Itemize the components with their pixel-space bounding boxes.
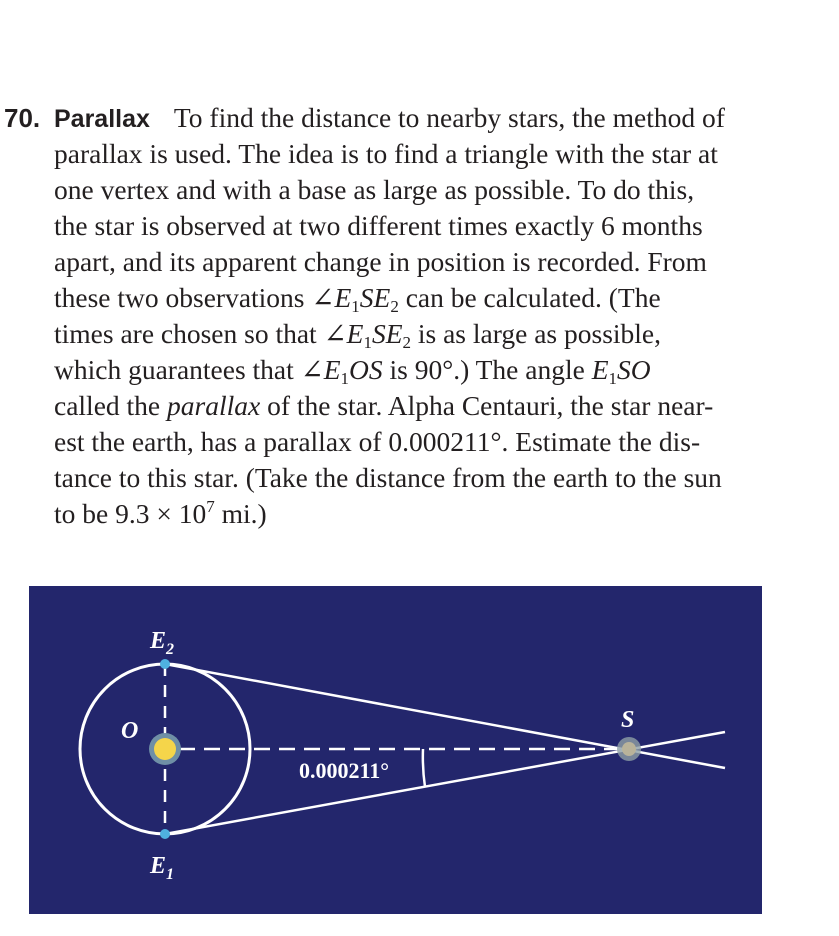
text-segment: called the (54, 390, 167, 421)
star (622, 742, 636, 756)
label-e1: $E_1$ (150, 853, 175, 883)
label-parallax-angle: 0.000211° (299, 758, 390, 783)
text-line-3: one vertex and with a base as large as possible. To do this, (54, 174, 695, 205)
text-line-9 (54, 388, 713, 424)
problem-number: 70. (4, 103, 41, 133)
text-segment: to be 9.3 × 10 (54, 498, 207, 529)
italic-term: parallax (167, 390, 261, 421)
text-line-1 (54, 100, 725, 137)
exponent: 7 (206, 497, 215, 516)
text-line-2: parallax is used. The idea is to find a triangle with the star at (54, 138, 718, 169)
text-line-4: the star is observed at two different times exactly 6 months (54, 210, 703, 241)
text-segment: mi.) (214, 498, 267, 529)
parallax-angle-arc (423, 749, 425, 787)
label-s: S (621, 707, 635, 733)
text-line-12 (54, 496, 267, 532)
sun (154, 738, 176, 760)
angle-e1se2: $\angle E_1SE_2$ (323, 318, 411, 352)
text-line-11: tance to this star. (Take the distance from the earth to the sun (54, 462, 722, 493)
label-e2: $E_2$ (150, 628, 175, 658)
earth-position-e2 (160, 659, 170, 669)
text-segment: which guarantees that (54, 354, 301, 385)
angle-e1os: $\angle E_1OS$ (300, 354, 383, 388)
text-line-10: est the earth, has a parallax of 0.000211°. Estimate the dis- (54, 426, 701, 457)
label-o: O (121, 718, 139, 744)
angle-e1se2: $\angle E_1SE_2$ (311, 282, 399, 316)
text-segment: times are chosen so that (54, 318, 324, 349)
earth-position-e1 (160, 829, 170, 839)
math-e1so: $E_1SO$ (591, 354, 651, 388)
problem-heading: Parallax (54, 105, 150, 133)
parallax-diagram-svg (29, 586, 762, 914)
text-line-8 (54, 352, 651, 388)
text-line-6 (54, 280, 661, 316)
text-line-7 (54, 316, 661, 352)
text-segment: is as large as possible, (411, 318, 662, 349)
text-segment: can be calculated. (The (398, 282, 661, 313)
text-segment: is 90°.) The angle (382, 354, 592, 385)
text-segment: these two observations (54, 282, 312, 313)
text-segment: of the star. Alpha Centauri, the star near- (260, 390, 714, 421)
text-line-5: apart, and its apparent change in position is recorded. From (54, 246, 707, 277)
parallax-diagram (29, 586, 762, 914)
text-segment: To find the distance to nearby stars, the method of (173, 102, 725, 133)
